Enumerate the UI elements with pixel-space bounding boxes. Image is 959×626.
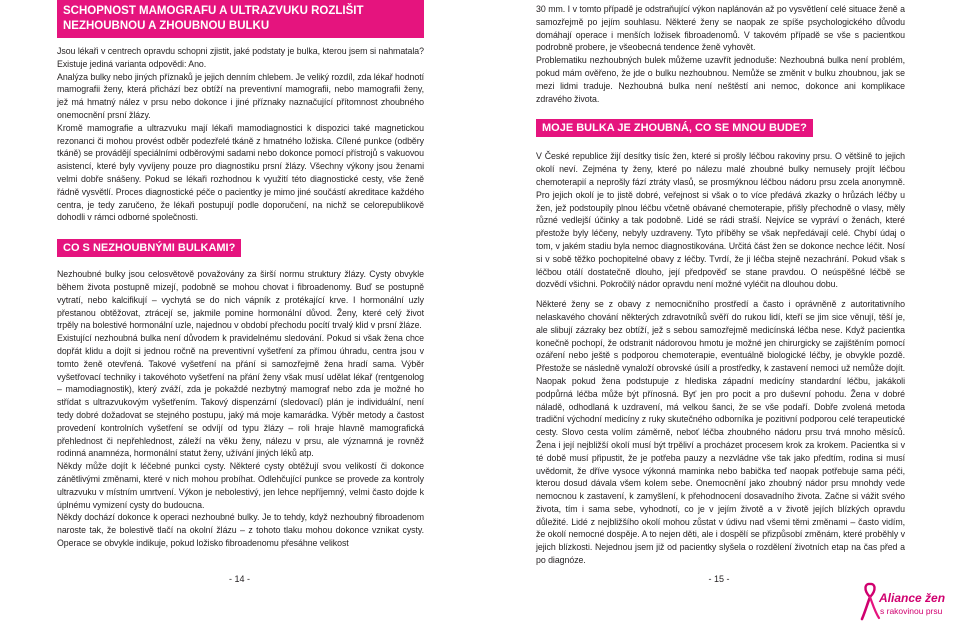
body-paragraph: Někdy dochází dokonce k operaci nezhoubné bulky. Je to tehdy, když nezhoubný fibroadenom naroste tak, že bolestivě tlačí na okolní žlázu – z tohoto tlaku mohou dokonce vznikat cysty. Operace se obvykle indikuje, pokud ložisko fibroadenomu přesáhne velikost [57, 512, 424, 548]
section-heading-wrap [536, 118, 905, 136]
right-page [479, 0, 959, 626]
section-text [57, 268, 424, 550]
intro-text [57, 45, 424, 224]
body-paragraph: Některé ženy se z obavy z nemocničního prostředí a často i oprávněně z autoritativního nelaskavého chování některých zdravotníků svěří do rukou lidí, kteří se jim sice věnují, těší je, ale slibují zázraky bez obtíží, jež s sebou samozřejmě medicínská léčba nese. Když pacientka konečně pochopí, že odstranit nádorovou hmotu je možné jen chirurgicky se zajištěním pomocí ozáření nebo ještě s podporou chemoterapie, eventuálně biologické léčby, je obvykle pozdě. Přestože se následně vynaloží obrovské úsilí a prostředky, k zastavení nemoci už nemůže dojít. Naopak pokud žena podstupuje z hlediska západní medicíny standardní léčbu, jakákoli podpůrná léčba může být přínosná. Byť jen pro pocit a pro duševní pohodu. Žena v dobré náladě, odhodlaná k uzdravení, má velkou šanci, že se vše podaří. Dobře zvolená metoda tradiční východní medicíny z ruky skutečného odborníka je pozitivní podporou celé terapeutické cesty. Slovo cesta volím záměrně, neboť léčba zhoubného nádoru prsu trvá mnoho měsíců. Žena i její nejbližší okolí musí být trpěliví a procházet procesem krok za krokem. Pacientka si v té době musí připustit, že je potřeba pauzy a nezvládne vše tak jako předtím, rodina si musí uvědomit, že dříve vysoce výkonná maminka nebo babička teď naopak potřebuje sama péči, kterou dosud dávala všem kolem sebe. Onemocnění jako zhoubný nádor prsu mnohdy vede nemocnou k zastavení, k zamyšlení, k přehodnocení dosavadního života. Začne si vážit svého života, tím i sama sebe, vyhodnotí, co je v jejím životě a v životě jejích blízkých opravdu důležité. Lidé z nejbližšího okolí mohou zůstat v údivu nad všemi těmi změnami – často vidím, že okolí nemocné dospěje. A to nejen děti, ale i dospělí se přizpůsobí změnám, které proběhly v jejich blízkosti. Nejednou jsem již od pacientky slyšela o rozdělení životních etap na čas před a po diagnóze. [536, 299, 905, 566]
body-paragraph: Analýza bulky nebo jiných příznaků je jejich denním chlebem. Je veliký rozdíl, zda lékař hodnotí mamografii ženy, která přichází bez obtíží na preventivní mamografii, nebo mamografii ženy, jež má hmatný nález v prsu nebo dokonce i jiné příznaky naznačující přítomnost zhoubného onemocnění prsní žlázy. [57, 71, 424, 120]
right-text-column [536, 3, 905, 567]
chapter-title-banner [57, 0, 424, 38]
chapter-title-line: SCHOPNOST MAMOGRAFU A ULTRAZVUKU ROZLIŠIT [63, 5, 364, 17]
chapter-title-line: NEZHOUBNOU A ZHOUBNOU BULKU [63, 20, 270, 32]
page-number: - 15 - [708, 574, 730, 584]
logo-name: Aliance žen [879, 591, 946, 605]
section-heading: MOJE BULKA JE ZHOUBNÁ, CO SE MNOU BUDE? [536, 119, 813, 137]
left-text-column [57, 0, 424, 550]
body-paragraph: 30 mm. I v tomto případě je odstraňující výkon naplánován až po vysvětlení celé situace ženě a samozřejmě po jejím souhlasu. Některé ženy se naopak ze spíše psychologického důvodu domáhají operace i menších ložisek fibroadenomů. V takovém případě se vše s pacientkou podrobně probere, je všeobecná tendence ženě vyhovět. [536, 4, 905, 53]
section-heading-wrap [57, 238, 424, 256]
aliance-zen-logo [860, 581, 952, 621]
body-paragraph: Existující nezhoubná bulka není důvodem k pravidelnému sledování. Pokud si však žena chce dopřát klidu a dojít si jednou ročně na preventivní vyšetření za přímou úhradu, centra jsou v tomto ženě otevřená. Takové vyšetření na přání si samozřejmě žena hradí sama. Výběr vyšetřovací techniky i takovéhoto vyšetření na přání ženy však musí udělat lékař (rentgenolog – mamodiagnostik), který zváží, zda je pokaždé nezbytný mamograf nebo zda je možné ho střídat s ultrazvukovým vyšetřením. Takový dispenzární (sledovací) plán je individuální, není tedy dobré dožadovat se stejného postupu, jaký má moje kamarádka. Výběr metody a častost provedení kontrolních vyšetření se odvíjí od typu žlázy – roli hraje hlavně mamografická přehlednost či nepřehlednost, záleží na věku ženy, nálezu v prsu, ale významná je rovněž rodinná anamnéza, hormonální statut ženy, užívání jiných léků atp. [57, 333, 424, 459]
body-paragraph: Někdy může dojít k léčebné punkci cysty. Některé cysty obtěžují svou velikostí či dokonce zánětlivými změnami, které v nich mohou probíhat. Odlehčující punkce se provede za kontroly ultrazvuku v místním umrtvení. Výkon je nebolestivý, jen lehce nepříjemný, velmi často dojde k úplnému vymizení cysty do budoucna. [57, 461, 424, 510]
section-text [536, 150, 905, 567]
body-paragraph: Jsou lékaři v centrech opravdu schopni zjistit, jaké podstaty je bulka, kterou jsem si nahmatala? Existuje jediná varianta odpovědi: Ano. [57, 46, 424, 69]
continuation-text [536, 3, 905, 105]
body-paragraph: Problematiku nezhoubných bulek můžeme uzavřít jednoduše: Nezhoubná bulka není problém, pokud mám ověřeno, že jde o bulku nezhoubnou. Nemůže se změnit v bulku zhoubnou, jak se mezi lidmi traduje. Nezhoubná bulka není neštěstí ani nemoc, dokonce ani komplikace zdravého života. [536, 55, 905, 104]
body-paragraph: Kromě mamografie a ultrazvuku mají lékaři mamodiagnostici k dispozici také magnetickou rezonanci či mohou provést odběr podezřelé tkáně z hmatného ložiska. Cílené punkce (odběry tkáně) se provádějí speciálními odběrovými sadami nebo dokonce pomocí přístrojů s vakuovou asistencí, které byly vyvíjeny pouze pro diagnostiku prsní žlázy. Všechny výkony jsou ženami velmi dobře snášeny. Pokud se lékaři rozhodnou k využití této diagnostické cesty, vše ženě řádně vysvětlí. Proces diagnostické péče o pacientky je mimo jiné součástí akreditace každého centra, je tedy zaručeno, že lékaři postupují podle doporučení, na nichž se celorepublikově dohodli v rámci odborné společnosti. [57, 122, 424, 223]
section-heading: CO S NEZHOUBNÝMI BULKAMI? [57, 239, 241, 257]
logo-tagline: s rakovinou prsu [880, 606, 943, 616]
body-paragraph: Nezhoubné bulky jsou celosvětově považovány za širší normu struktury žlázy. Cysty obvykle během života postupně mizejí, podobně se mohou chovat i fibroadenomy. Buď se postupně vytratí, nebo kalcifikují – vychytá se do nich vápník z protékající krve. I hormonální uzly přestanou obtěžovat, ztrácejí se, jakmile pomine hormonální důvod. Ženy, které celý život trpěly na bolestivé hormonální uzle, najednou v období přechodu pocítí trvalý klid v prsní žláze. [57, 269, 424, 331]
page-number: - 14 - [228, 574, 250, 584]
left-page [0, 0, 479, 626]
body-paragraph: V České republice žijí desítky tisíc žen, které si prošly léčbou rakoviny prsu. O většině to jejich okolí neví. Zejména ty ženy, které po nálezu malé zhoubné bulky nemusely projít léčbou chemoterapií a neprošly fází ztráty vlasů, se prosmýknou léčbou nádoru prsu zcela anonymně. Pro jejich okolí je to jistě dobré, veřejnost si však o to více předává zkazky o hrůzách léčby u žen, jež podstoupily plnou léčbu včetně obávané chemoterapie, přišly přechodně o vlasy, měly různé vedlejší účinky a tak podobně. Lidé se rádi straší. Nejvíce se vypráví o ženách, které přestože byly léčeny, nebyly uzdraveny. Tyto příběhy se však nepředávají celé. Chybí údaj o tom, v jakém stadiu byla nemoc diagnostikována. Určitá část žen se dokonce nechce léčit. Nosí si v sobě těžko pochopitelné obavy z léčby. Tvrdí, že ji léčba stejně nezachrání. Pokud však s léčbou otálí dostatečně dlouho, její předpověď se stane pravdou. O neúspěšné léčbě se dozvědí všichni. Pokročilý nádor opravdu není možné vyléčit na dlouhou dobu. [536, 151, 905, 290]
